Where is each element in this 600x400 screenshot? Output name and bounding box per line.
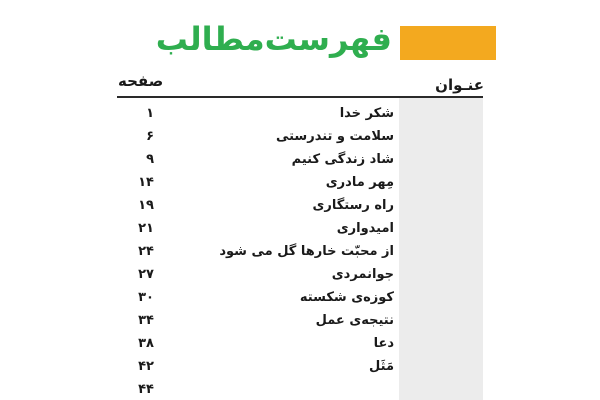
entry-page-number: ۳۰	[138, 290, 154, 305]
entry-page-number: ۲۷	[138, 267, 154, 282]
entry-title: مِهر مادری	[325, 175, 394, 190]
toc-entry[interactable]	[0, 311, 600, 334]
entry-title: مَثَل	[369, 359, 394, 374]
toc-entry[interactable]	[0, 173, 600, 196]
toc-entry[interactable]	[0, 104, 600, 127]
entry-page-number: ۴۴	[138, 382, 154, 397]
toc-entry[interactable]	[0, 265, 600, 288]
toc-entry[interactable]	[0, 150, 600, 173]
page-title: فهرست‌مطالب	[155, 20, 392, 58]
toc-entry[interactable]	[0, 196, 600, 219]
entry-title: شاد زندگی کنیم	[291, 152, 394, 167]
entry-page-number: ۹	[146, 152, 154, 167]
entry-title: راه رستگاری	[312, 198, 394, 213]
entry-title: شکر خدا	[339, 106, 394, 121]
column-header-title: عنـوان	[435, 76, 484, 94]
entry-title: از محبّت خارها گل می شود	[219, 244, 394, 259]
entry-title: جوانمردی	[331, 267, 394, 282]
entry-page-number: ۳۴	[138, 313, 154, 328]
entry-title: دعا	[373, 336, 394, 351]
toc-entry[interactable]	[0, 219, 600, 242]
entry-page-number: ۲۱	[138, 221, 154, 236]
entry-title: امیدواری	[336, 221, 394, 236]
toc-entry[interactable]	[0, 380, 600, 400]
entry-page-number: ۶	[146, 129, 154, 144]
column-header-page: صفحه	[118, 72, 164, 90]
toc-entry[interactable]	[0, 242, 600, 265]
entry-page-number: ۲۴	[138, 244, 154, 259]
toc-entry[interactable]	[0, 357, 600, 380]
entry-page-number: ۳۸	[138, 336, 154, 351]
entry-title: سلامت و تندرستی	[275, 129, 394, 144]
entry-page-number: ۱۹	[138, 198, 154, 213]
orange-title-bar	[400, 26, 496, 60]
entry-page-number: ۱	[146, 106, 154, 121]
entry-page-number: ۴۲	[138, 359, 154, 374]
entry-page-number: ۱۴	[138, 175, 154, 190]
entry-title: کوزه‌ی شکسته	[299, 290, 394, 305]
entry-title: نتیجه‌ی عمل	[315, 313, 394, 328]
toc-entry[interactable]	[0, 288, 600, 311]
toc-list	[0, 104, 600, 400]
toc-entry[interactable]	[0, 334, 600, 357]
toc-entry[interactable]	[0, 127, 600, 150]
